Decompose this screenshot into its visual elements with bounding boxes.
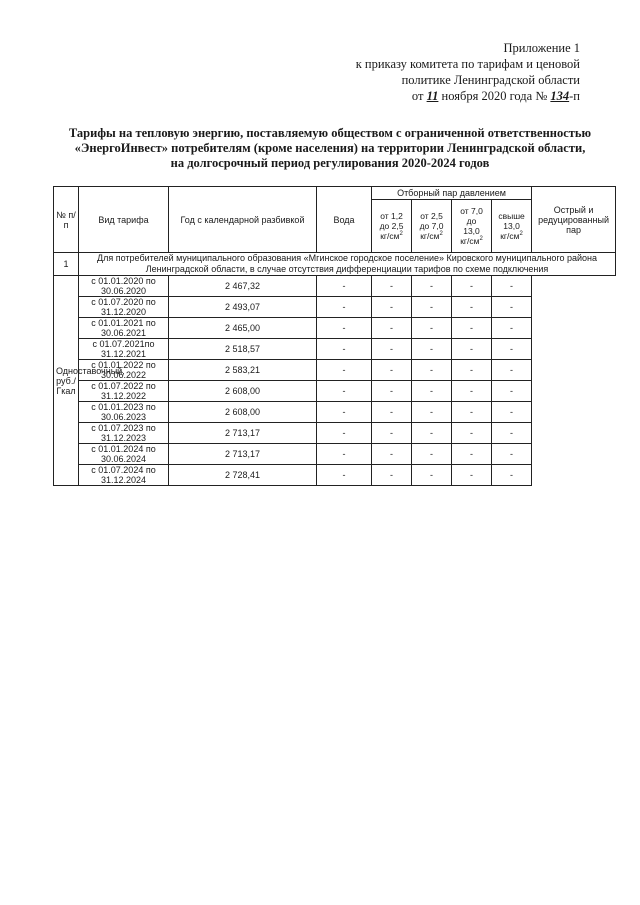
tariff-rows	[54, 276, 616, 486]
tariff-type-cell: Одноставочный, руб./Гкал	[54, 276, 79, 486]
pressure-4-cell: -	[452, 360, 492, 381]
row-number: 1	[54, 253, 79, 276]
header-pressure-3: от 7,0 до 13,0 $кг/см^2$	[452, 200, 492, 253]
table-row	[54, 402, 616, 423]
header-pressure-4: свыше 13,0 $кг/см^2$	[492, 200, 532, 253]
pressure-3-cell: -	[412, 318, 452, 339]
water-value-cell: 2 467,32	[169, 276, 317, 297]
document-title	[40, 126, 620, 171]
pressure-1-cell: -	[317, 423, 372, 444]
sharp-steam-cell: -	[492, 423, 532, 444]
pressure-1-cell: -	[317, 297, 372, 318]
table-row	[54, 423, 616, 444]
header-water: Вода	[317, 187, 372, 253]
water-value-cell: 2 728,41	[169, 465, 317, 486]
order-date-line	[300, 88, 580, 104]
period-cell: с 01.07.2024 по 31.12.2024	[79, 465, 169, 486]
period-cell: с 01.01.2024 по 30.06.2024	[79, 444, 169, 465]
pressure-4-cell: -	[452, 381, 492, 402]
sharp-steam-cell: -	[492, 339, 532, 360]
pressure-3-cell: -	[412, 381, 452, 402]
order-suffix: -п	[569, 89, 580, 103]
pressure-4-cell: -	[452, 465, 492, 486]
pressure-3-cell: -	[412, 423, 452, 444]
water-value-cell: 2 608,00	[169, 402, 317, 423]
water-value-cell: 2 465,00	[169, 318, 317, 339]
tariff-table	[53, 186, 616, 486]
pressure-2-cell: -	[372, 465, 412, 486]
pressure-3-cell: -	[412, 402, 452, 423]
pressure-1-cell: -	[317, 318, 372, 339]
pressure-2-cell: -	[372, 402, 412, 423]
table-row	[54, 381, 616, 402]
pressure-3-cell: -	[412, 465, 452, 486]
header-pressure-1: от 1,2 до 2,5 $кг/см^2$	[372, 200, 412, 253]
pressure-1-cell: -	[317, 402, 372, 423]
pressure-4-cell: -	[452, 339, 492, 360]
period-cell: с 01.07.2022 по 31.12.2022	[79, 381, 169, 402]
table-row	[54, 276, 616, 297]
sharp-steam-cell: -	[492, 402, 532, 423]
pressure-3-cell: -	[412, 360, 452, 381]
pressure-2-cell: -	[372, 339, 412, 360]
water-value-cell: 2 713,17	[169, 444, 317, 465]
sharp-steam-cell: -	[492, 318, 532, 339]
pressure-3-cell: -	[412, 297, 452, 318]
pressure-1-cell: -	[317, 381, 372, 402]
pressure-1-cell: -	[317, 444, 372, 465]
pressure-2-cell: -	[372, 276, 412, 297]
pressure-4-cell: -	[452, 318, 492, 339]
pressure-4-cell: -	[452, 423, 492, 444]
pressure-3-cell: -	[412, 339, 452, 360]
table-row	[54, 297, 616, 318]
table-row	[54, 339, 616, 360]
header-tariff-type: Вид тарифа	[79, 187, 169, 253]
sharp-steam-cell: -	[492, 444, 532, 465]
pressure-2-cell: -	[372, 360, 412, 381]
pressure-1-cell: -	[317, 339, 372, 360]
date-middle: ноября 2020 года №	[441, 89, 548, 103]
water-value-cell: 2 518,57	[169, 339, 317, 360]
header-sharp-steam: Острый и редуцированный пар	[532, 187, 616, 253]
date-prefix: от	[411, 89, 424, 103]
table-row	[54, 318, 616, 339]
header-steam-group: Отборный пар давлением	[372, 187, 532, 200]
appendix-header	[300, 40, 580, 104]
pressure-4-cell: -	[452, 444, 492, 465]
title-line-1: Тарифы на тепловую энергию, поставляемую обществом с ограниченной ответственностью	[68, 126, 592, 140]
order-day: 11	[426, 89, 439, 103]
pressure-4-cell: -	[452, 297, 492, 318]
pressure-1-cell: -	[317, 360, 372, 381]
pressure-3-cell: -	[412, 276, 452, 297]
pressure-3-cell: -	[412, 444, 452, 465]
pressure-1-cell: -	[317, 276, 372, 297]
period-cell: с 01.07.2020 по 31.12.2020	[79, 297, 169, 318]
consumer-group-row	[54, 253, 616, 276]
pressure-2-cell: -	[372, 297, 412, 318]
pressure-2-cell: -	[372, 318, 412, 339]
order-reference: к приказу комитета по тарифам и ценовой	[355, 57, 580, 71]
title-line-3: на долгосрочный период регулирования 2020-2024 годов	[170, 156, 490, 170]
appendix-label: Приложение 1	[503, 41, 580, 55]
period-cell: с 01.07.2023 по 31.12.2023	[79, 423, 169, 444]
pressure-4-cell: -	[452, 402, 492, 423]
pressure-2-cell: -	[372, 381, 412, 402]
sharp-steam-cell: -	[492, 465, 532, 486]
header-year: Год с календарной разбивкой	[169, 187, 317, 253]
table-header-row-1	[54, 187, 616, 200]
sharp-steam-cell: -	[492, 297, 532, 318]
period-cell: с 01.01.2020 по 30.06.2020	[79, 276, 169, 297]
table-row	[54, 465, 616, 486]
title-line-2: «ЭнергоИнвест» потребителям (кроме населения) на территории Ленинградской области,	[74, 141, 586, 155]
header-npp: № п/п	[54, 187, 79, 253]
period-cell: с 01.01.2023 по 30.06.2023	[79, 402, 169, 423]
order-number: 134	[550, 89, 570, 103]
period-cell: с 01.01.2022 по 30.06.2022	[79, 360, 169, 381]
consumer-description: Для потребителей муниципального образования «Мгинское городское поселение» Кировского муниципального района Ленинградской области, в случае отсутствия дифференциации тарифов по схеме подключения	[79, 253, 616, 276]
pressure-1-cell: -	[317, 465, 372, 486]
header-pressure-2: от 2,5 до 7,0 $кг/см^2$	[412, 200, 452, 253]
table-row	[54, 444, 616, 465]
period-cell: с 01.01.2021 по 30.06.2021	[79, 318, 169, 339]
pressure-2-cell: -	[372, 444, 412, 465]
pressure-4-cell: -	[452, 276, 492, 297]
pressure-2-cell: -	[372, 423, 412, 444]
period-cell: с 01.07.2021по 31.12.2021	[79, 339, 169, 360]
water-value-cell: 2 493,07	[169, 297, 317, 318]
sharp-steam-cell: -	[492, 360, 532, 381]
water-value-cell: 2 713,17	[169, 423, 317, 444]
committee-name: политике Ленинградской области	[401, 73, 580, 87]
water-value-cell: 2 608,00	[169, 381, 317, 402]
sharp-steam-cell: -	[492, 276, 532, 297]
sharp-steam-cell: -	[492, 381, 532, 402]
water-value-cell: 2 583,21	[169, 360, 317, 381]
table-row	[54, 360, 616, 381]
